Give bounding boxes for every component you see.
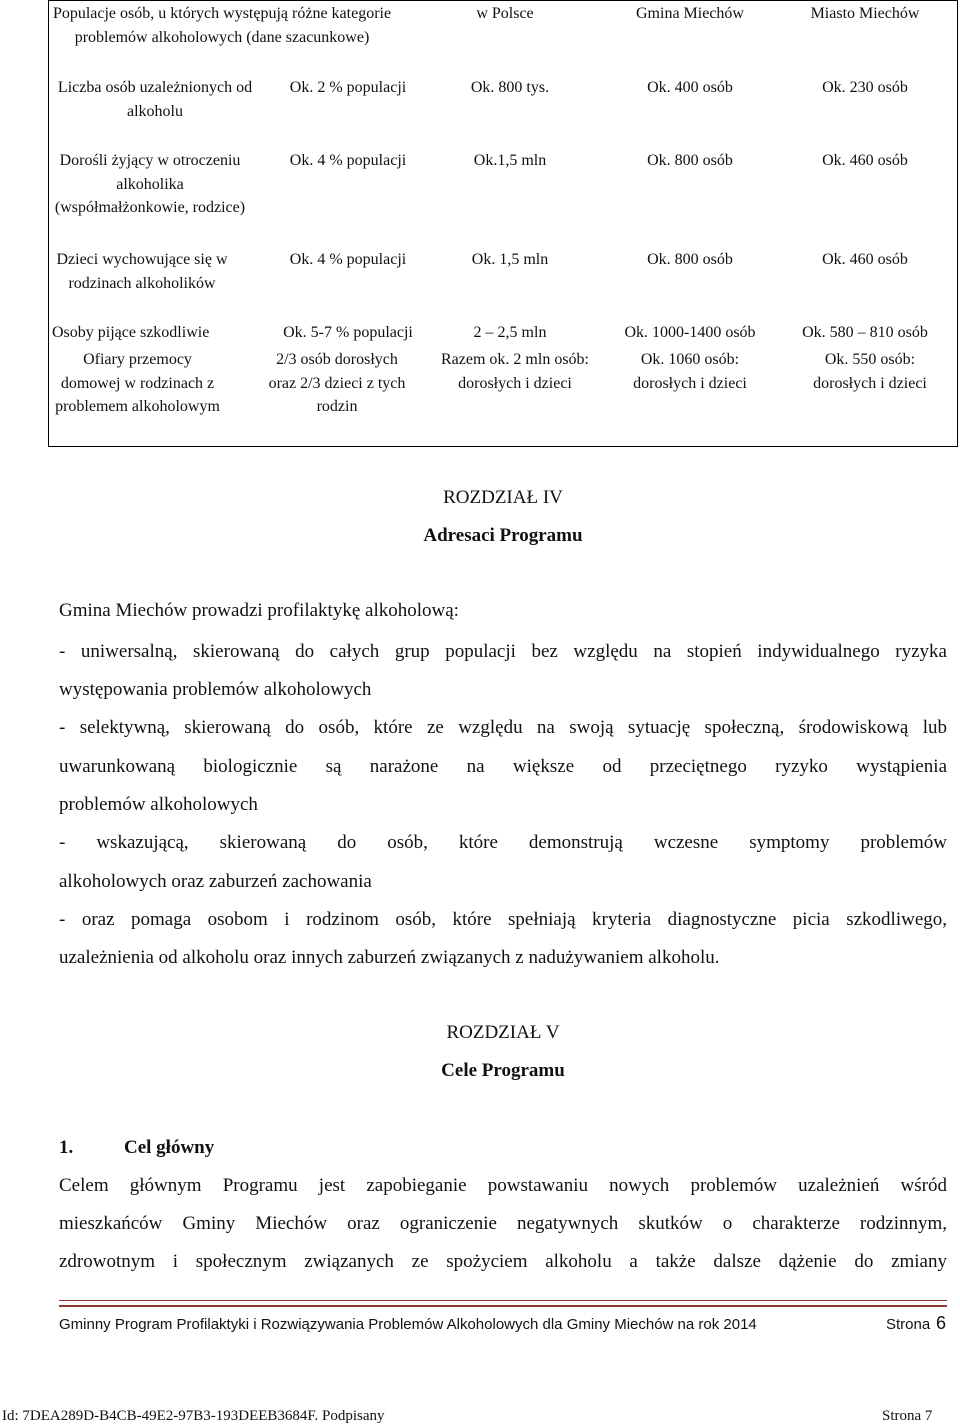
section-title: Cel główny (124, 1137, 215, 1158)
footer-page-label: Strona (886, 1316, 931, 1333)
table-cell: Ok.1,5 mln (473, 152, 547, 169)
table-cell: Ok. 1060 osób: dorosłych i dzieci (633, 351, 747, 392)
table-row-label: Ofiary przemocy domowej w rodzinach z problemem alkoholowym (55, 351, 220, 415)
table-cell: Ok. 800 tys. (470, 79, 550, 96)
paragraph-line: - wskazującą, skierowaną do osób, które demonstrują wczesne symptomy problemów (59, 832, 947, 853)
document-page: Strona 7 (882, 1408, 933, 1424)
paragraph-line: uzależnienia od alkoholu oraz innych zaburzeń związanych z nadużywaniem alkoholu. (59, 947, 720, 968)
table-border-top (48, 0, 958, 1)
table-row-label: Osoby pijące szkodliwie (52, 324, 210, 341)
paragraph-line: - oraz pomaga osobom i rodzinom osób, które spełniają kryteria diagnostyczne picia szkodliwego, (59, 909, 947, 930)
table-cell: Ok. 1000-1400 osób (624, 324, 756, 341)
table-border-right (957, 0, 958, 447)
table-cell: 2/3 osób dorosłych oraz 2/3 dzieci z tych rodzin (268, 351, 406, 415)
paragraph-line: problemów alkoholowych (59, 794, 258, 815)
table-cell: Ok. 4 % populacji (289, 152, 407, 169)
table-cell: Ok. 460 osób (822, 251, 908, 268)
paragraph-line: - selektywną, skierowaną do osób, które ze względu na swoją sytuację społeczną, środowiskową lub (59, 717, 947, 738)
table-cell: Ok. 400 osób (647, 79, 733, 96)
paragraph-intro: Gmina Miechów prowadzi profilaktykę alkoholową: (59, 600, 459, 621)
table-border-bottom (48, 446, 958, 447)
table-cell: Razem ok. 2 mln osób: dorosłych i dzieci (441, 351, 589, 392)
paragraph-line: uwarunkowaną biologicznie są narażone na większe od przeciętnego ryzyko wystąpienia (59, 756, 947, 777)
table-border-left (48, 0, 49, 447)
table-cell: Ok. 230 osób (822, 79, 908, 96)
paragraph-line: - uniwersalną, skierowaną do całych grup populacji bez względu na stopień indywidualnego ryzyka (59, 641, 947, 662)
footer-title: Gminny Program Profilaktyki i Rozwiązywania Problemów Alkoholowych dla Gminy Miechów na rok 2014 (59, 1316, 757, 1333)
table-cell: Ok. 800 osób (647, 251, 733, 268)
footer-rule (59, 1300, 947, 1307)
table-cell: Ok. 800 osób (647, 152, 733, 169)
chapter-4-label: ROZDZIAŁ IV (443, 487, 563, 508)
table-cell: Ok. 4 % populacji (289, 251, 407, 268)
table-header-poland: w Polsce (476, 5, 534, 22)
table-row-label: Dorośli żyjący w otroczeniu alkoholika (współmałżonkowie, rodzice) (54, 152, 246, 216)
paragraph-line: alkoholowych oraz zaburzeń zachowania (59, 871, 372, 892)
table-header-gmina: Gmina Miechów (636, 5, 744, 22)
document-id: Id: 7DEA289D-B4CB-49E2-97B3-193DEEB3684F. Podpisany (2, 1408, 385, 1424)
table-cell: Ok. 550 osób: dorosłych i dzieci (813, 351, 927, 392)
section-number: 1. (59, 1137, 74, 1158)
table-cell: Ok. 1,5 mln (471, 251, 549, 268)
table-row-label: Liczba osób uzależnionych od alkoholu (57, 79, 253, 120)
table-row-label: Dzieci wychowujące się w rodzinach alkoholików (56, 251, 228, 292)
table-cell: Ok. 2 % populacji (289, 79, 407, 96)
table-cell: Ok. 5-7 % populacji (283, 324, 413, 341)
table-header-category: Populacje osób, u których występują różne kategorie problemów alkoholowych (dane szacunkowe) (52, 5, 392, 46)
paragraph-line: Celem głównym Programu jest zapobieganie powstawaniu nowych problemów uzależnień wśród (59, 1175, 947, 1196)
table-cell: Ok. 460 osób (822, 152, 908, 169)
table-cell: 2 – 2,5 mln (473, 324, 547, 341)
chapter-5-label: ROZDZIAŁ V (446, 1022, 560, 1043)
table-header-miasto: Miasto Miechów (810, 5, 920, 22)
table-cell: Ok. 580 – 810 osób (802, 324, 928, 341)
chapter-5-title: Cele Programu (441, 1060, 565, 1081)
paragraph-line: zdrowotnym i społecznym związanych ze spożyciem alkoholu a także dalsze dążenie do zmiany (59, 1251, 947, 1272)
chapter-4-title: Adresaci Programu (423, 525, 583, 546)
paragraph-line: występowania problemów alkoholowych (59, 679, 372, 700)
paragraph-line: mieszkańców Gminy Miechów oraz ograniczenie negatywnych skutków o charakterze rodzinnym, (59, 1213, 947, 1234)
footer-page-number: 6 (936, 1313, 947, 1333)
